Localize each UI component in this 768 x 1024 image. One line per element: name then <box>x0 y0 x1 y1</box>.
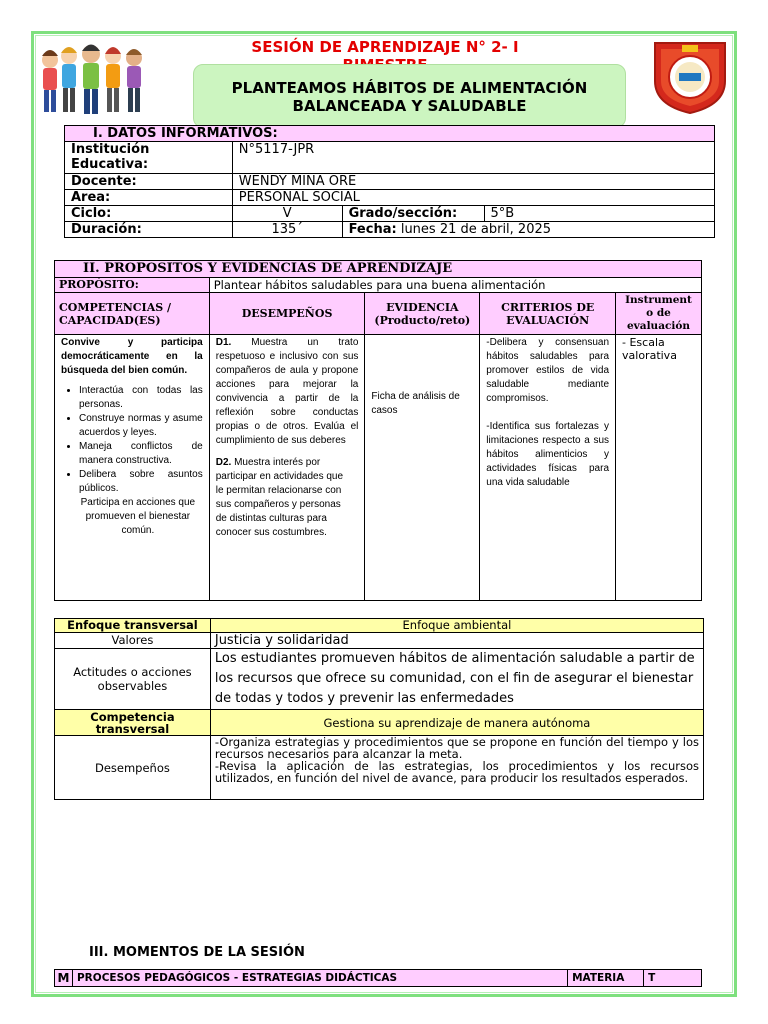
capacidad-item: • Interactúa con todas las personas. <box>79 384 203 412</box>
session-theme-box <box>193 64 626 128</box>
col-criterios: CRITERIOS DE EVALUACIÓN <box>480 293 616 335</box>
competencia-transversal-label: Competencia transversal <box>55 710 211 736</box>
col-procesos: PROCESOS PEDAGÓGICOS - ESTRATEGIAS DIDÁCTICAS <box>72 970 567 987</box>
d2-text: Muestra interés por participar en actividades que le permitan relacionarse con sus compañeros y personas de distintas culturas para conocer sus costumbres. <box>215 457 344 538</box>
desempenos-transversal-label: Desempeños <box>55 736 211 800</box>
area-value: PERSONAL SOCIAL <box>232 190 714 206</box>
grado-label: Grado/sección: <box>342 206 484 222</box>
col-evidencia: EVIDENCIA (Producto/reto) <box>365 293 480 335</box>
col-m: M <box>55 970 73 987</box>
datos-informativos-table <box>64 125 715 238</box>
competencia-transversal-value: Gestiona su aprendizaje de manera autónoma <box>210 710 703 736</box>
col-t: T <box>644 970 702 987</box>
area-label: Area: <box>65 190 233 206</box>
desempeno-transversal-2: -Revisa la aplicación de las estrategias, los procedimientos y los recursos utilizados, en función del nivel de avance, para producir los resultados esperados. <box>214 759 699 785</box>
institucion-value: N°5117-JPR <box>232 142 714 174</box>
ciclo-label: Ciclo: <box>65 206 233 222</box>
proposito-value: Plantear hábitos saludables para una buena alimentación <box>209 278 701 293</box>
instrumento-cell: - Escala valorativa <box>616 335 702 601</box>
docente-value: WENDY MINA ORE <box>232 174 714 190</box>
propositos-table <box>54 260 702 601</box>
grado-value: 5°B <box>484 206 714 222</box>
col-competencias: COMPETENCIAS / CAPACIDAD(ES) <box>55 293 210 335</box>
kids-illustration <box>36 40 154 122</box>
fecha-cell <box>342 222 714 238</box>
desempeno-d1 <box>216 336 359 448</box>
proposito-label: PROPÓSITO: <box>55 278 210 293</box>
desempenos-transversal-cell <box>210 736 703 800</box>
datos-heading: I. DATOS INFORMATIVOS: <box>65 126 715 142</box>
competencia-cell <box>55 335 210 601</box>
fecha-label: Fecha: <box>348 222 397 237</box>
session-title: SESIÓN DE APRENDIZAJE N° 2- I <box>251 38 519 56</box>
session-theme-line1: PLANTEAMOS HÁBITOS DE ALIMENTACIÓN <box>231 79 588 97</box>
institucion-label: Institución Educativa: <box>65 142 233 174</box>
capacidad-item: • Maneja conflictos de manera constructiva. <box>79 440 203 468</box>
docente-label: Docente: <box>65 174 233 190</box>
evidencia-cell: Ficha de análisis de casos <box>365 335 480 601</box>
desempeno-transversal-1: -Organiza estrategias y procedimientos que se propone en función del tiempo y los recursos necesarios para alcanzar la meta. <box>214 735 699 761</box>
desempeno-d2 <box>216 456 359 540</box>
col-materia: MATERIA <box>568 970 644 987</box>
actitudes-label: Actitudes o acciones observables <box>55 649 211 710</box>
d1-text: Muestra un trato respetuoso e inclusivo con sus compañeros de aula y propone acciones para mejorar la convivencia a partir de la reflexión sobre conductas propias o de otros. Evalúa el cumplimiento de sus deberes <box>215 337 359 446</box>
valores-value: Justicia y solidaridad <box>210 633 703 649</box>
momentos-table <box>54 969 702 987</box>
desempenos-cell <box>209 335 365 601</box>
fecha-value: lunes 21 de abril, 2025 <box>400 222 552 237</box>
propositos-heading: II. PROPOSITOS Y EVIDENCIAS DE APRENDIZAJE <box>55 261 702 278</box>
enfoque-label: Enfoque transversal <box>55 619 211 633</box>
criterio-2: -Identifica sus fortalezas y limitaciones respecto a sus hábitos alimenticios y actividades físicas para una vida saludable <box>486 421 610 488</box>
school-logo <box>651 37 729 115</box>
capacidad-extra: Participa en acciones que promueven el bienestar común. <box>80 497 196 536</box>
duracion-value: 135´ <box>232 222 342 238</box>
capacidad-item: • Delibera sobre asuntos públicos. <box>79 468 203 496</box>
enfoque-table <box>54 618 704 800</box>
session-theme-line2: BALANCEADA Y SALUDABLE <box>292 97 527 115</box>
momentos-heading: III. MOMENTOS DE LA SESIÓN <box>89 945 305 960</box>
col-desempenos: DESEMPEÑOS <box>209 293 365 335</box>
criterios-cell <box>480 335 616 601</box>
valores-label: Valores <box>55 633 211 649</box>
d1-label: D1. <box>215 337 232 348</box>
capacidad-item: • Construye normas y asume acuerdos y leyes. <box>79 412 203 440</box>
ciclo-value: V <box>232 206 342 222</box>
enfoque-value: Enfoque ambiental <box>210 619 703 633</box>
d2-label: D2. <box>215 457 232 468</box>
criterio-1: -Delibera y consensuan hábitos saludables para promover estilos de vida saludable mediante compromisos. <box>486 337 610 404</box>
col-instrumento: Instrument o de evaluación <box>616 293 702 335</box>
actitudes-value: Los estudiantes promueven hábitos de alimentación saludable a partir de los recursos que ofrece su comunidad, con el fin de asegurar el bienestar de todas y todos y prevenir las enfermedades <box>210 649 703 710</box>
competencia-title: Convive y participa democráticamente en la búsqueda del bien común. <box>61 337 203 376</box>
capacidades-list <box>79 384 203 496</box>
duracion-label: Duración: <box>65 222 233 238</box>
